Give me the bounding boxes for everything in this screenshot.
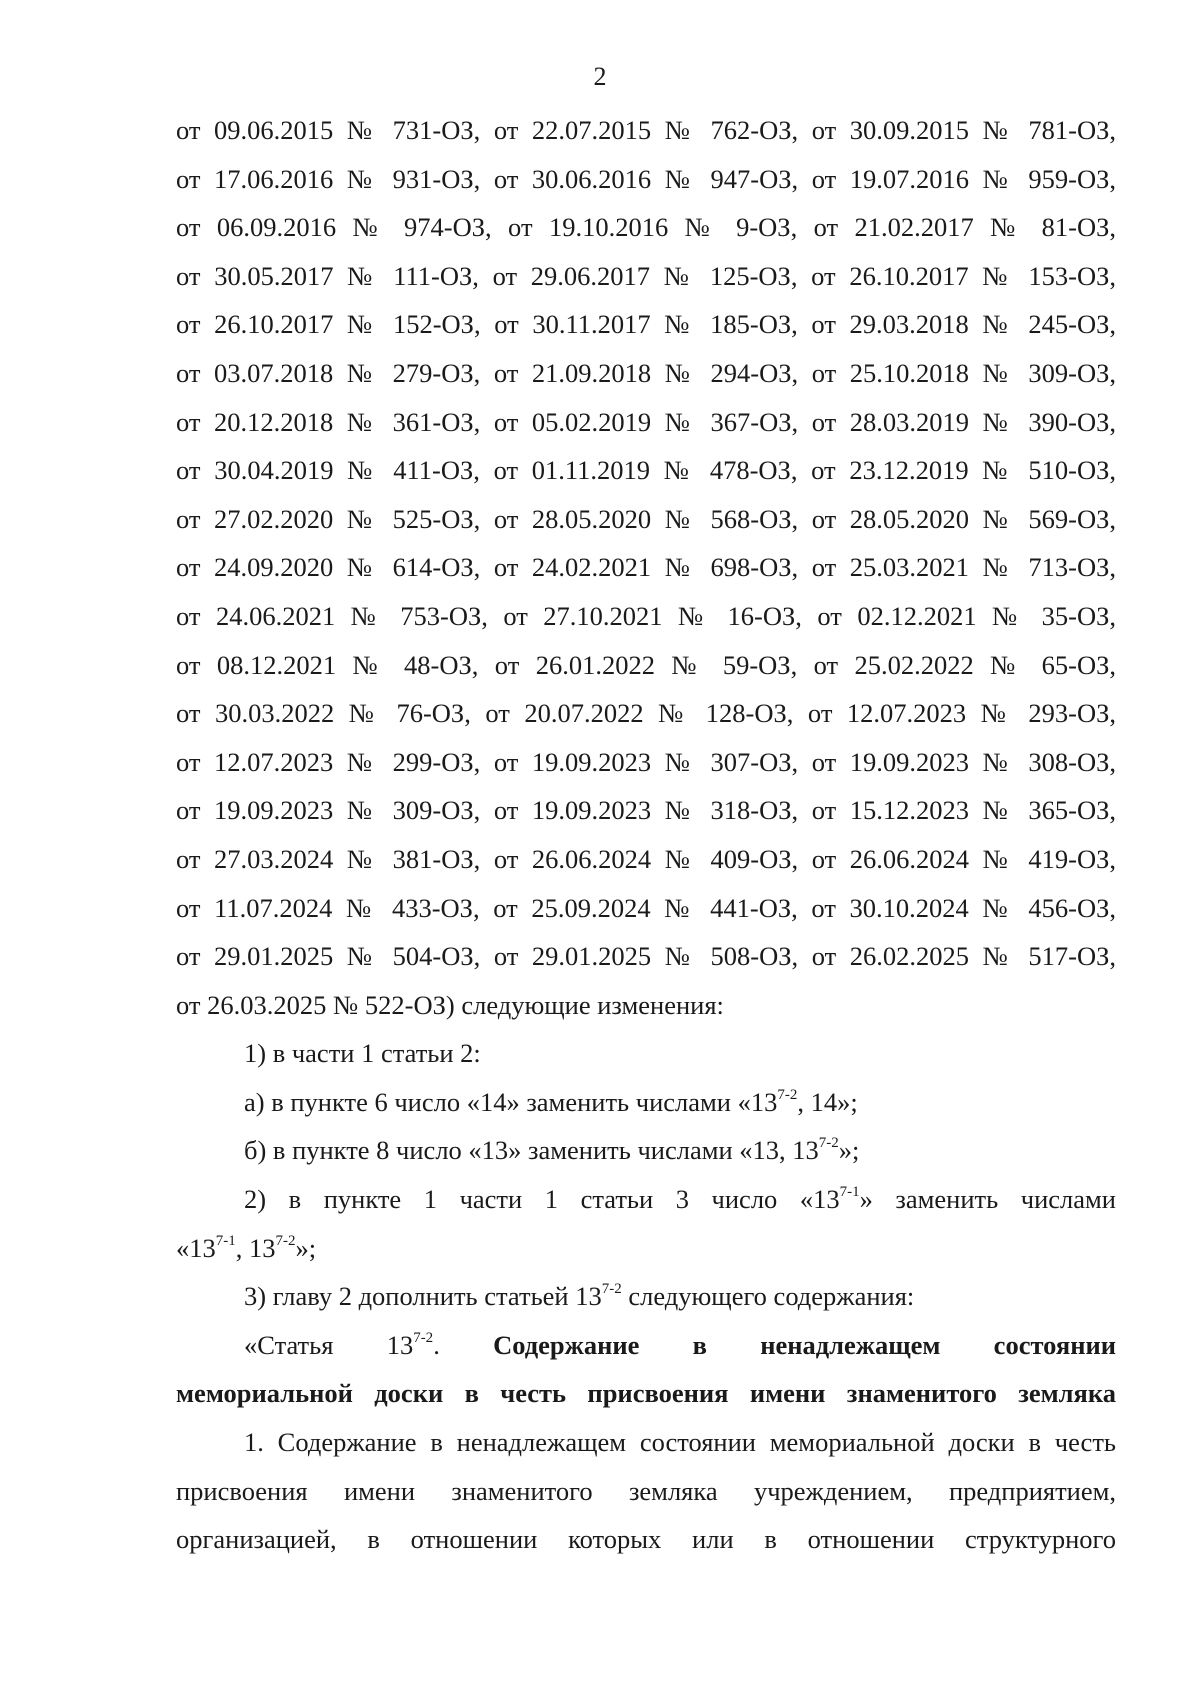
item-1-sub-b-text: б) в пункте 8 число «13» заменить числами «13, 13 bbox=[244, 1135, 819, 1166]
amendment-list bbox=[176, 106, 1116, 1029]
amendment-line: от 30.03.2022 № 76-ОЗ, от 20.07.2022 № 128-ОЗ, от 12.07.2023 № 293-ОЗ, bbox=[176, 698, 1116, 729]
superscript: 7-1 bbox=[839, 1184, 860, 1201]
page-number: 2 bbox=[593, 62, 607, 91]
item-1: 1) в части 1 статьи 2: bbox=[244, 1038, 481, 1069]
item-3 bbox=[176, 1272, 1116, 1321]
amendment-line: от 27.03.2024 № 381-ОЗ, от 26.06.2024 № 409-ОЗ, от 26.06.2024 № 419-ОЗ, bbox=[176, 843, 1116, 874]
item-2-mid: , 13 bbox=[235, 1232, 276, 1263]
item-1-sub-a bbox=[176, 1078, 1116, 1127]
amendment-line: от 12.07.2023 № 299-ОЗ, от 19.09.2023 № 307-ОЗ, от 19.09.2023 № 308-ОЗ, bbox=[176, 746, 1116, 777]
item-2-quote-open: «13 bbox=[176, 1232, 216, 1263]
amendment-line: от 20.12.2018 № 361-ОЗ, от 05.02.2019 № 367-ОЗ, от 28.03.2019 № 390-ОЗ, bbox=[176, 406, 1116, 437]
superscript: 7-2 bbox=[818, 1135, 839, 1152]
superscript: 7-2 bbox=[275, 1232, 296, 1249]
superscript: 7-2 bbox=[413, 1329, 434, 1346]
paragraph-line: 1. Содержание в ненадлежащем состоянии мемориальной доски в честь bbox=[244, 1427, 1116, 1458]
amendment-line: от 17.06.2016 № 931-ОЗ, от 30.06.2016 № 947-ОЗ, от 19.07.2016 № 959-ОЗ, bbox=[176, 163, 1116, 194]
paragraph-1 bbox=[176, 1418, 1116, 1564]
amendment-line: от 24.09.2020 № 614-ОЗ, от 24.02.2021 № 698-ОЗ, от 25.03.2021 № 713-ОЗ, bbox=[176, 552, 1116, 583]
article-number bbox=[387, 1330, 440, 1360]
item-1-sub-b-tail: »; bbox=[838, 1135, 860, 1166]
item-2-line-2 bbox=[176, 1224, 1116, 1273]
amendment-line: от 19.09.2023 № 309-ОЗ, от 19.09.2023 № 318-ОЗ, от 15.12.2023 № 365-ОЗ, bbox=[176, 795, 1116, 826]
article-heading-line-1 bbox=[176, 1321, 1116, 1370]
item-2-line-1 bbox=[176, 1175, 1116, 1224]
paragraph-line: присвоения имени знаменитого земляка учреждением, предприятием, bbox=[176, 1475, 1116, 1506]
item-3-text: 3) главу 2 дополнить статьей 13 bbox=[244, 1281, 602, 1312]
amendment-line: от 09.06.2015 № 731-ОЗ, от 22.07.2015 № 762-ОЗ, от 30.09.2015 № 781-ОЗ, bbox=[176, 115, 1116, 145]
item-3-tail: следующего содержания: bbox=[621, 1281, 915, 1312]
item-1-sub-a-text: а) в пункте 6 число «14» заменить числами «13 bbox=[244, 1086, 778, 1117]
amendment-line: от 11.07.2024 № 433-ОЗ, от 25.09.2024 № 441-ОЗ, от 30.10.2024 № 456-ОЗ, bbox=[176, 892, 1116, 923]
item-1-sub-a-tail: , 14»; bbox=[797, 1086, 858, 1117]
item-1-sub-b bbox=[176, 1126, 1116, 1175]
article-number-value: 13 bbox=[386, 1329, 414, 1360]
article-title: Содержание в ненадлежащем состоянии bbox=[493, 1329, 1117, 1360]
amendment-line: от 06.09.2016 № 974-ОЗ, от 19.10.2016 № 9-ОЗ, от 21.02.2017 № 81-ОЗ, bbox=[176, 212, 1116, 243]
paragraph-line: организацией, в отношении которых или в отношении структурного bbox=[176, 1524, 1116, 1555]
amendment-line: от 29.01.2025 № 504-ОЗ, от 29.01.2025 № 508-ОЗ, от 26.02.2025 № 517-ОЗ, bbox=[176, 941, 1116, 972]
item-2-tail: » заменить числами bbox=[859, 1184, 1116, 1215]
amendment-line: от 27.02.2020 № 525-ОЗ, от 28.05.2020 № 568-ОЗ, от 28.05.2020 № 569-ОЗ, bbox=[176, 503, 1116, 534]
document-body bbox=[176, 106, 1116, 1564]
item-2-quote-close: »; bbox=[295, 1232, 317, 1263]
amendment-line: от 24.06.2021 № 753-ОЗ, от 27.10.2021 № 16-ОЗ, от 02.12.2021 № 35-ОЗ, bbox=[176, 600, 1116, 631]
item-2-text: 2) в пункте 1 части 1 статьи 3 число «13 bbox=[244, 1184, 840, 1215]
superscript: 7-1 bbox=[215, 1232, 236, 1249]
amendment-last-line: от 26.03.2025 № 522-ОЗ) следующие изменения: bbox=[176, 989, 724, 1020]
amendment-line: от 30.04.2019 № 411-ОЗ, от 01.11.2019 № 478-ОЗ, от 23.12.2019 № 510-ОЗ, bbox=[176, 455, 1116, 486]
article-number-dot: . bbox=[433, 1329, 440, 1360]
article-heading-line-2: мемориальной доски в честь присвоения имени знаменитого земляка bbox=[176, 1378, 1116, 1409]
article-prefix: «Статья bbox=[244, 1329, 334, 1360]
superscript: 7-2 bbox=[777, 1086, 798, 1103]
amendment-line: от 08.12.2021 № 48-ОЗ, от 26.01.2022 № 59-ОЗ, от 25.02.2022 № 65-ОЗ, bbox=[176, 649, 1116, 680]
superscript: 7-2 bbox=[601, 1281, 622, 1298]
amendment-line: от 30.05.2017 № 111-ОЗ, от 29.06.2017 № 125-ОЗ, от 26.10.2017 № 153-ОЗ, bbox=[176, 260, 1116, 291]
amendment-line: от 26.10.2017 № 152-ОЗ, от 30.11.2017 № 185-ОЗ, от 29.03.2018 № 245-ОЗ, bbox=[176, 309, 1116, 340]
amendment-line: от 03.07.2018 № 279-ОЗ, от 21.09.2018 № 294-ОЗ, от 25.10.2018 № 309-ОЗ, bbox=[176, 357, 1116, 388]
